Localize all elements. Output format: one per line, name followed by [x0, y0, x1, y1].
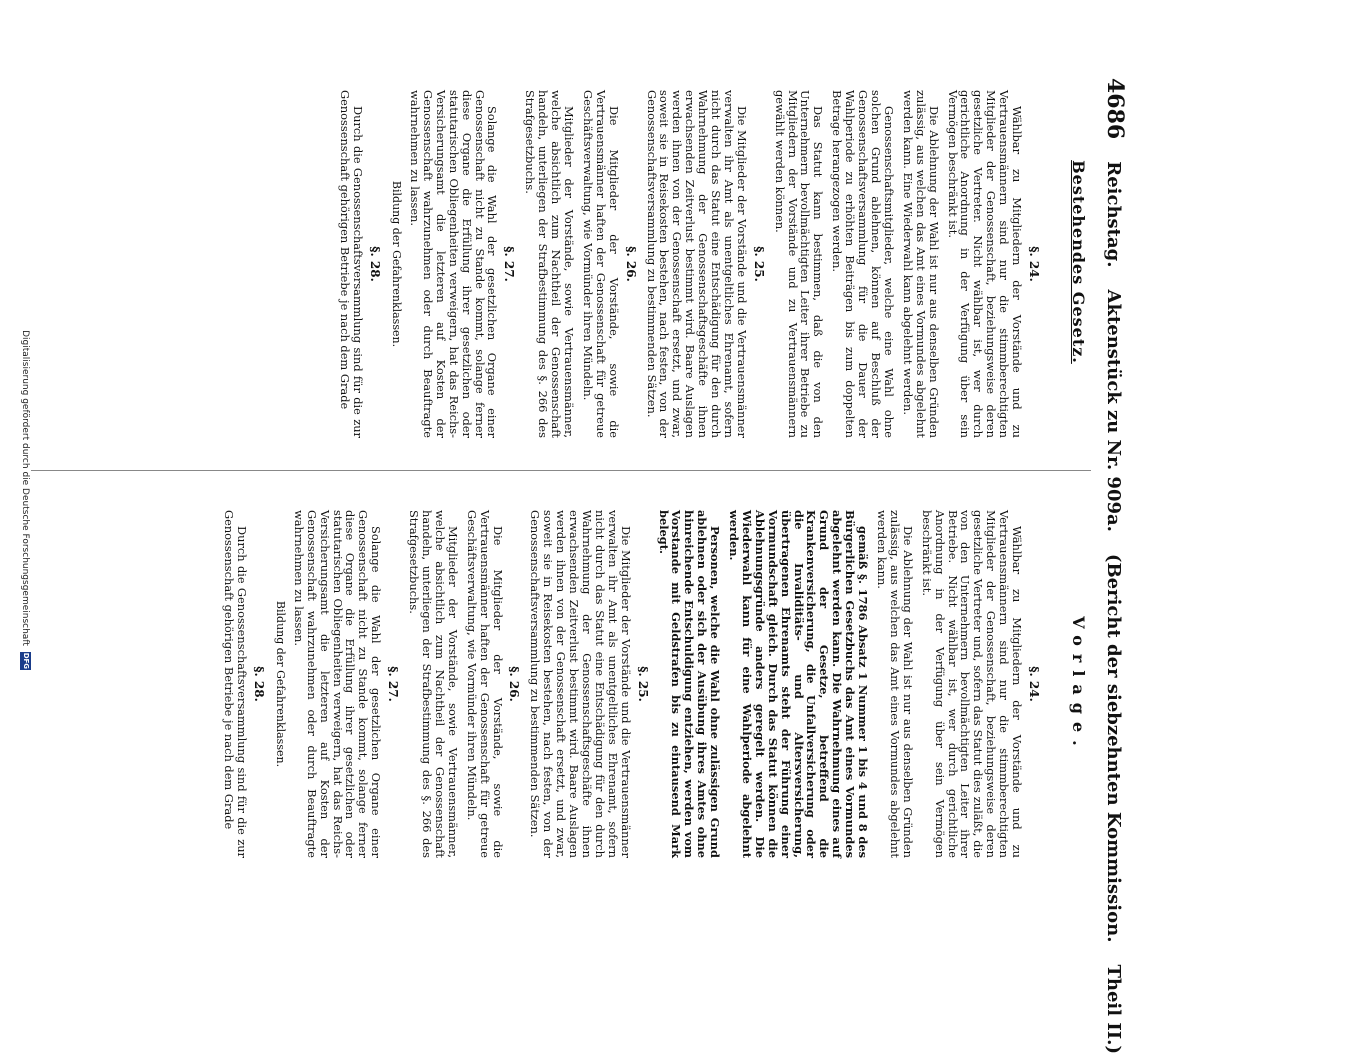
paragraph: Wählbar zu Mitgliedern der Vorstände und zu Vertrauensmännern sind nur die stimmberechtigten Mitglieder der Genossenschaft, beziehungsweise deren gesetzliche Vertreter und, sofern das Statut dies zuläßt, die von den Unternehmern bevollmächtigten Leiter ihrer Betriebe. Nicht wählbar ist, wer durch gerichtliche Anordnung in der Verfügung über sein Vermögen beschränkt ist.	[919, 510, 1025, 858]
paragraph: Durch die Genossenschaftsversammlung sind für die zur Genossenschaft gehörigen Betriebe je nach dem Grade	[338, 90, 366, 438]
paragraph: Wählbar zu Mitgliedern der Vorstände und zu Vertrauensmännern sind nur die stimmberechtigten Mitglieder der Genossenschaft, beziehungsweise deren gesetzliche Vertreter. Nicht wählbar ist, wer durch gerichtliche Anordnung in der Verfügung über sein Vermögen beschränkt ist.	[945, 90, 1025, 438]
section-title: §. 27.	[386, 666, 401, 702]
paragraph: Solange die Wahl der gesetzlichen Organe einer Genossenschaft nicht zu Stande kommt, solange ferner diese Organe die Erfüllung ihrer gesetzlichen oder statutarischen Obliegenheiten verweigern, hat das Reichs-Versicherungsamt die letzteren auf Kosten der Genossenschaft wahrzunehmen oder durch Beauftragte wahrnehmen zu lassen.	[408, 90, 500, 438]
subheading: Bildung der Gefahrenklassen.	[390, 180, 404, 348]
paragraph: Die Ablehnung der Wahl ist nur aus denselben Gründen zulässig, aus welchen das Amt eines Vormundes abgelehnt werden kann.	[875, 510, 915, 858]
section-title: §. 24.	[1027, 666, 1041, 702]
part-label: Theil II.)	[1103, 964, 1124, 1054]
section-title: §. 26.	[623, 246, 638, 282]
left-column-heading: Bestehendes Gesetz.	[1069, 160, 1088, 364]
right-column-heading: Vorlage.	[1069, 616, 1088, 754]
paragraph: Die Mitglieder der Vorstände und die Vertrauensmänner verwalten ihr Amt als unentgeltliches Ehrenamt, sofern nicht durch das Statut eine Entschädigung für den durch Wahrnehmung der Genossenschaftsgeschäfte ihnen erwachsenden Zeitverlust bestimmt wird. Baare Auslagen werden ihnen von der Genossenschaft ersetzt, und zwar, soweit sie in Reisekosten bestehen, nach festen, von der Genossenschaftsversammlung zu bestimmenden Sätzen.	[528, 510, 633, 858]
column-divider	[31, 470, 1091, 471]
amended-paragraph: Personen, welche die Wahl ohne zulässigen Grund ablehnen oder sich der Ausübung ihres Amtes ohne hinreichende Entschuldigung entziehen, werden vom Vorstande mit Geldstrafen bis zu eintausend Mark belegt.	[656, 510, 723, 858]
amended-paragraph: gemäß §. 1786 Absatz 1 Nummer 1 bis 4 und 8 des Bürgerlichen Gesetzbuchs das Amt eines Vormundes abgelehnt werden kann. Die Wahrnehmung eines auf Grund der Gesetze, betreffend die Krankenversicherung, die Unfallversicherung oder die Invaliditäts- und Altersversicherung, übertragenen Ehrenamts steht der Führung einer Vormundschaft gleich. Durch das Statut können die Ablehnungsgründe anders geregelt werden. Die Wiederwahl kann für eine Wahlperiode abgelehnt werden.	[727, 510, 871, 858]
paragraph: Solange die Wahl der gesetzlichen Organe einer Genossenschaft nicht zu Stande kommt, solange ferner diese Organe die Erfüllung ihrer gesetzlichen oder statutarischen Obliegenheiten verweigern, hat das Reichs-Versicherungsamt die letzteren auf Kosten der Genossenschaft wahrzunehmen oder durch Beauftragte wahrnehmen zu lassen.	[291, 510, 384, 858]
paragraph: Das Statut kann bestimmen, daß die von den Unternehmern bevollmächtigten Leiter ihrer Betriebe zu Mitgliedern der Vorstände und zu Vertrauensmännern gewählt werden können.	[772, 90, 826, 438]
section-title: §. 24.	[1027, 246, 1041, 282]
paragraph: Mitglieder der Vorstände, sowie Vertrauensmänner, welche absichtlich zum Nachtheil der Genossenschaft handeln, unterliegen der Strafbestimmung des §. 266 des Strafgesetzbuchs.	[407, 510, 460, 858]
report-title: (Bericht der siebzehnten Kommission.	[1103, 553, 1124, 943]
section-title: §. 27.	[502, 246, 517, 282]
subheading: Bildung der Gefahrenklassen.	[273, 600, 287, 768]
page-number: 4686	[1102, 78, 1128, 140]
section-title: §. 28.	[368, 246, 383, 282]
credit-text: Digitalisierung gefördert durch die Deutsche Forschungsgemeinschaft	[20, 330, 31, 646]
paragraph: Die Mitglieder der Vorstände und die Vertrauensmänner verwalten ihr Amt als unentgeltliches Ehrenamt, sofern nicht durch das Statut eine Entschädigung für den durch Wahrnehmung der Genossenschaftsgeschäfte ihnen erwachsenden Zeitverlust bestimmt wird. Baare Auslagen werden ihnen von der Genossenschaft ersetzt, und zwar, soweit sie in Reisekosten bestehen, nach festen, von der Genossenschaftsversammlung zu bestimmenden Sätzen.	[644, 90, 749, 438]
digitization-credit	[20, 0, 31, 1000]
paragraph: Genossenschaftsmitglieder, welche eine Wahl ohne solchen Grund ablehnen, können auf Beschluß der Genossenschaftsversammlung für die Dauer der Wahlperiode zu erhöhten Beiträgen bis zum doppelten Betrage herangezogen werden.	[830, 90, 896, 438]
periodical-title: Reichstag.	[1103, 161, 1124, 268]
section-title: §. 25.	[751, 246, 766, 282]
paragraph: Die Mitglieder der Vorstände, sowie die Vertrauensmänner haften der Genossenschaft für getreue Geschäftsverwaltung, wie Vormünder ihren Mündeln.	[580, 90, 621, 438]
paragraph: Die Ablehnung der Wahl ist nur aus denselben Gründen zulässig, aus welchen das Amt eines Vormundes abgelehnt werden kann. Eine Wiederwahl kann abgelehnt werden.	[900, 90, 941, 438]
page-header	[1096, 78, 1128, 1054]
paragraph: Mitglieder der Vorstände, sowie Vertrauensmänner, welche absichtlich zum Nachtheil der Genossenschaft handeln, unterliegen der Strafbestimmung des §. 266 des Strafgesetzbuchs.	[523, 90, 576, 438]
left-column-existing-law	[333, 90, 1049, 438]
document-subtitle: Aktenstück zu Nr. 909a.	[1103, 289, 1124, 532]
paragraph: Durch die Genossenschaftsversammlung sind für die zur Genossenschaft gehörigen Betriebe je nach dem Grade	[222, 510, 250, 858]
section-title: §. 25.	[635, 666, 650, 702]
dfg-logo-icon: DFG	[22, 652, 30, 670]
right-column-proposal	[216, 510, 1048, 858]
section-title: §. 26.	[507, 666, 522, 702]
paragraph: Die Mitglieder der Vorstände, sowie die Vertrauensmänner haften der Genossenschaft für getreue Geschäftsverwaltung, wie Vormünder ihren Mündeln.	[464, 510, 505, 858]
section-title: §. 28.	[252, 666, 267, 702]
